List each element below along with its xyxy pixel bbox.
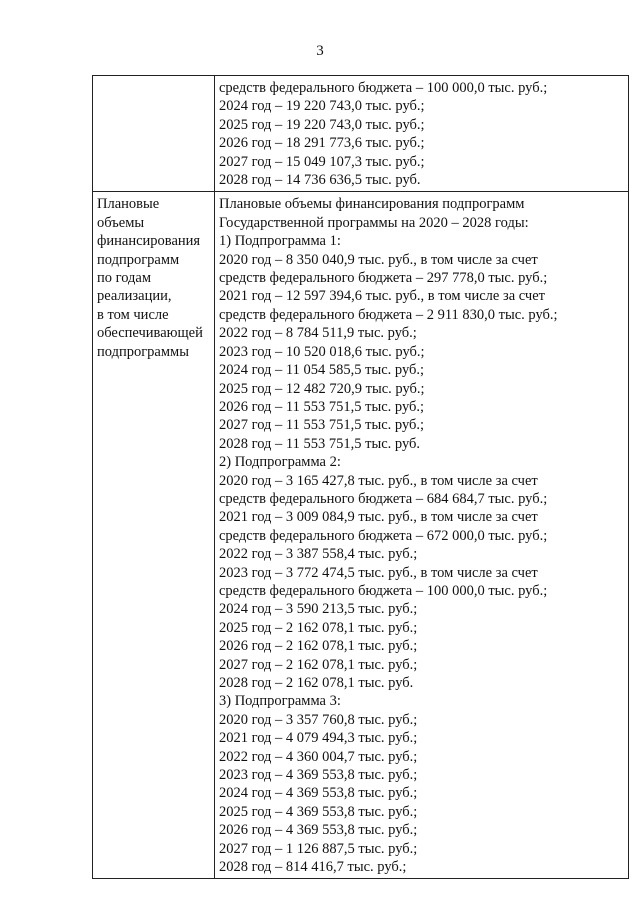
text-line: 2026 год – 4 369 553,8 тыс. руб.;: [219, 822, 418, 839]
funding-table: [92, 75, 629, 879]
table-cell-label: [93, 192, 215, 879]
text-line: 2022 год – 4 360 004,7 тыс. руб.;: [219, 748, 418, 765]
text-line: 2027 год – 11 553 751,5 тыс. руб.;: [219, 417, 425, 434]
text-line: 2025 год – 4 369 553,8 тыс. руб.;: [219, 803, 418, 820]
text-line: 2026 год – 2 162 078,1 тыс. руб.;: [219, 638, 418, 655]
text-line: 3) Подпрограмма 3:: [219, 693, 341, 710]
table-cell-content: [215, 192, 629, 879]
text-line: 2024 год – 3 590 213,5 тыс. руб.;: [219, 601, 418, 618]
text-line: по годам: [97, 270, 152, 287]
text-line: финансирования: [97, 233, 201, 250]
text-line: 2020 год – 3 165 427,8 тыс. руб., в том числе за счет: [219, 472, 538, 489]
text-line: средств федерального бюджета – 297 778,0 тыс. руб.;: [219, 270, 548, 287]
text-line: 2021 год – 12 597 394,6 тыс. руб., в том числе за счет: [219, 288, 545, 305]
text-line: 2028 год – 11 553 751,5 тыс. руб.: [219, 435, 421, 452]
text-line: средств федерального бюджета – 100 000,0 тыс. руб.;: [219, 582, 548, 599]
text-line: 2024 год – 11 054 585,5 тыс. руб.;: [219, 362, 425, 379]
text-line: 2028 год – 14 736 636,5 тыс. руб.: [219, 172, 421, 189]
text-line: Плановые: [97, 196, 160, 213]
text-line: 2) Подпрограмма 2:: [219, 454, 341, 471]
text-line: 2027 год – 1 126 887,5 тыс. руб.;: [219, 840, 418, 857]
text-line: 2022 год – 3 387 558,4 тыс. руб.;: [219, 546, 418, 563]
text-line: обеспечивающей: [97, 325, 203, 342]
text-line: 1) Подпрограмма 1:: [219, 233, 341, 250]
text-line: средств федерального бюджета – 684 684,7 тыс. руб.;: [219, 490, 548, 507]
text-line: средств федерального бюджета – 2 911 830,0 тыс. руб.;: [219, 306, 558, 323]
text-line: 2021 год – 4 079 494,3 тыс. руб.;: [219, 730, 418, 747]
page-number: 3: [316, 43, 324, 59]
text-line: 2024 год – 4 369 553,8 тыс. руб.;: [219, 785, 418, 802]
text-line: объемы: [97, 214, 145, 231]
table-row: [93, 192, 629, 879]
text-line: Государственной программы на 2020 – 2028 годы:: [219, 214, 529, 231]
text-line: 2025 год – 19 220 743,0 тыс. руб.;: [219, 116, 425, 133]
text-line: 2026 год – 11 553 751,5 тыс. руб.;: [219, 398, 425, 415]
text-line: средств федерального бюджета – 672 000,0 тыс. руб.;: [219, 527, 548, 544]
text-line: в том числе: [97, 306, 169, 323]
text-line: 2022 год – 8 784 511,9 тыс. руб.;: [219, 325, 417, 342]
table-cell-label: [93, 76, 215, 192]
text-line: 2023 год – 3 772 474,5 тыс. руб., в том числе за счет: [219, 564, 538, 581]
text-line: 2028 год – 2 162 078,1 тыс. руб.: [219, 675, 414, 691]
text-line: 2025 год – 12 482 720,9 тыс. руб.;: [219, 380, 425, 397]
text-line: средств федерального бюджета – 100 000,0 тыс. руб.;: [219, 80, 548, 96]
text-line: подпрограмм: [97, 251, 180, 268]
text-line: 2021 год – 3 009 084,9 тыс. руб., в том числе за счет: [219, 509, 538, 526]
text-line: 2020 год – 8 350 040,9 тыс. руб., в том числе за счет: [219, 251, 538, 268]
table-row: [93, 76, 629, 192]
text-line: 2020 год – 3 357 760,8 тыс. руб.;: [219, 711, 418, 728]
text-line: 2026 год – 18 291 773,6 тыс. руб.;: [219, 135, 425, 152]
text-line: 2023 год – 10 520 018,6 тыс. руб.;: [219, 343, 425, 360]
text-line: реализации,: [97, 288, 172, 305]
text-line: 2028 год – 814 416,7 тыс. руб.;: [219, 859, 407, 876]
text-line: 2024 год – 19 220 743,0 тыс. руб.;: [219, 98, 425, 115]
text-line: 2025 год – 2 162 078,1 тыс. руб.;: [219, 619, 418, 636]
text-line: 2027 год – 15 049 107,3 тыс. руб.;: [219, 153, 425, 170]
text-line: 2027 год – 2 162 078,1 тыс. руб.;: [219, 656, 418, 673]
text-line: Плановые объемы финансирования подпрограмм: [219, 196, 525, 213]
text-line: подпрограммы: [97, 343, 189, 360]
table-cell-content: [215, 76, 629, 192]
text-line: 2023 год – 4 369 553,8 тыс. руб.;: [219, 767, 418, 784]
